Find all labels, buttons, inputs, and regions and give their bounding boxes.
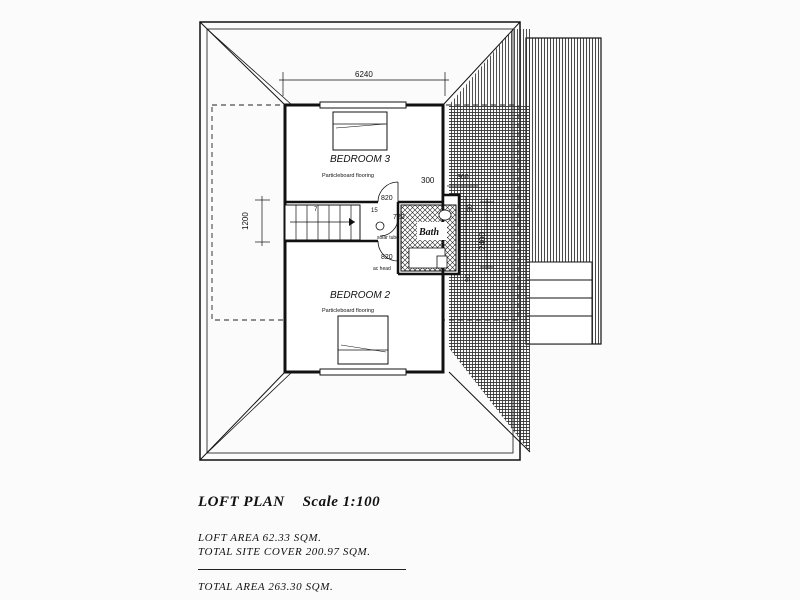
plan-scale: Scale 1:100 <box>302 494 381 510</box>
bathroom <box>401 205 456 271</box>
dim-side-left: 1200 <box>241 212 250 230</box>
total-area: TOTAL AREA 263.30 SQM. <box>198 581 334 593</box>
site-cover: TOTAL SITE COVER 200.97 SQM. <box>198 546 371 558</box>
plan-title: LOFT PLAN <box>198 494 285 510</box>
separator-line <box>198 569 406 570</box>
room-label-bath: Bath <box>419 227 440 238</box>
dim-820-top: 820 <box>381 195 393 202</box>
note-solar-tube: solar tube <box>377 235 399 241</box>
dim-90-bottom: 90 <box>465 274 472 282</box>
flooring-note-bedroom2: Particleboard flooring <box>322 308 374 314</box>
dim-7: 7 <box>314 207 318 213</box>
dim-90-top: 90 <box>467 204 474 212</box>
bed-bedroom2 <box>338 316 388 364</box>
dim-2400: 2400 <box>478 232 487 250</box>
deck-area <box>526 38 601 344</box>
loft-area: LOFT AREA 62.33 SQM. <box>198 532 322 544</box>
dim-300: 300 <box>421 176 435 185</box>
bed-bedroom3 <box>333 112 387 150</box>
dim-15: 15 <box>371 208 378 214</box>
room-label-bedroom2: BEDROOM 2 <box>330 290 391 301</box>
flooring-note-bedroom3: Particleboard flooring <box>322 173 374 179</box>
plan-title-line <box>198 494 380 511</box>
dim-360: 360 <box>457 174 469 181</box>
room-label-bedroom3: BEDROOM 3 <box>330 154 391 165</box>
dim-width-top: 6240 <box>355 70 373 79</box>
note-ac-head: ac head <box>373 266 391 272</box>
dim-720: 720 <box>393 214 405 221</box>
dim-820-bottom: 820 <box>381 254 393 261</box>
